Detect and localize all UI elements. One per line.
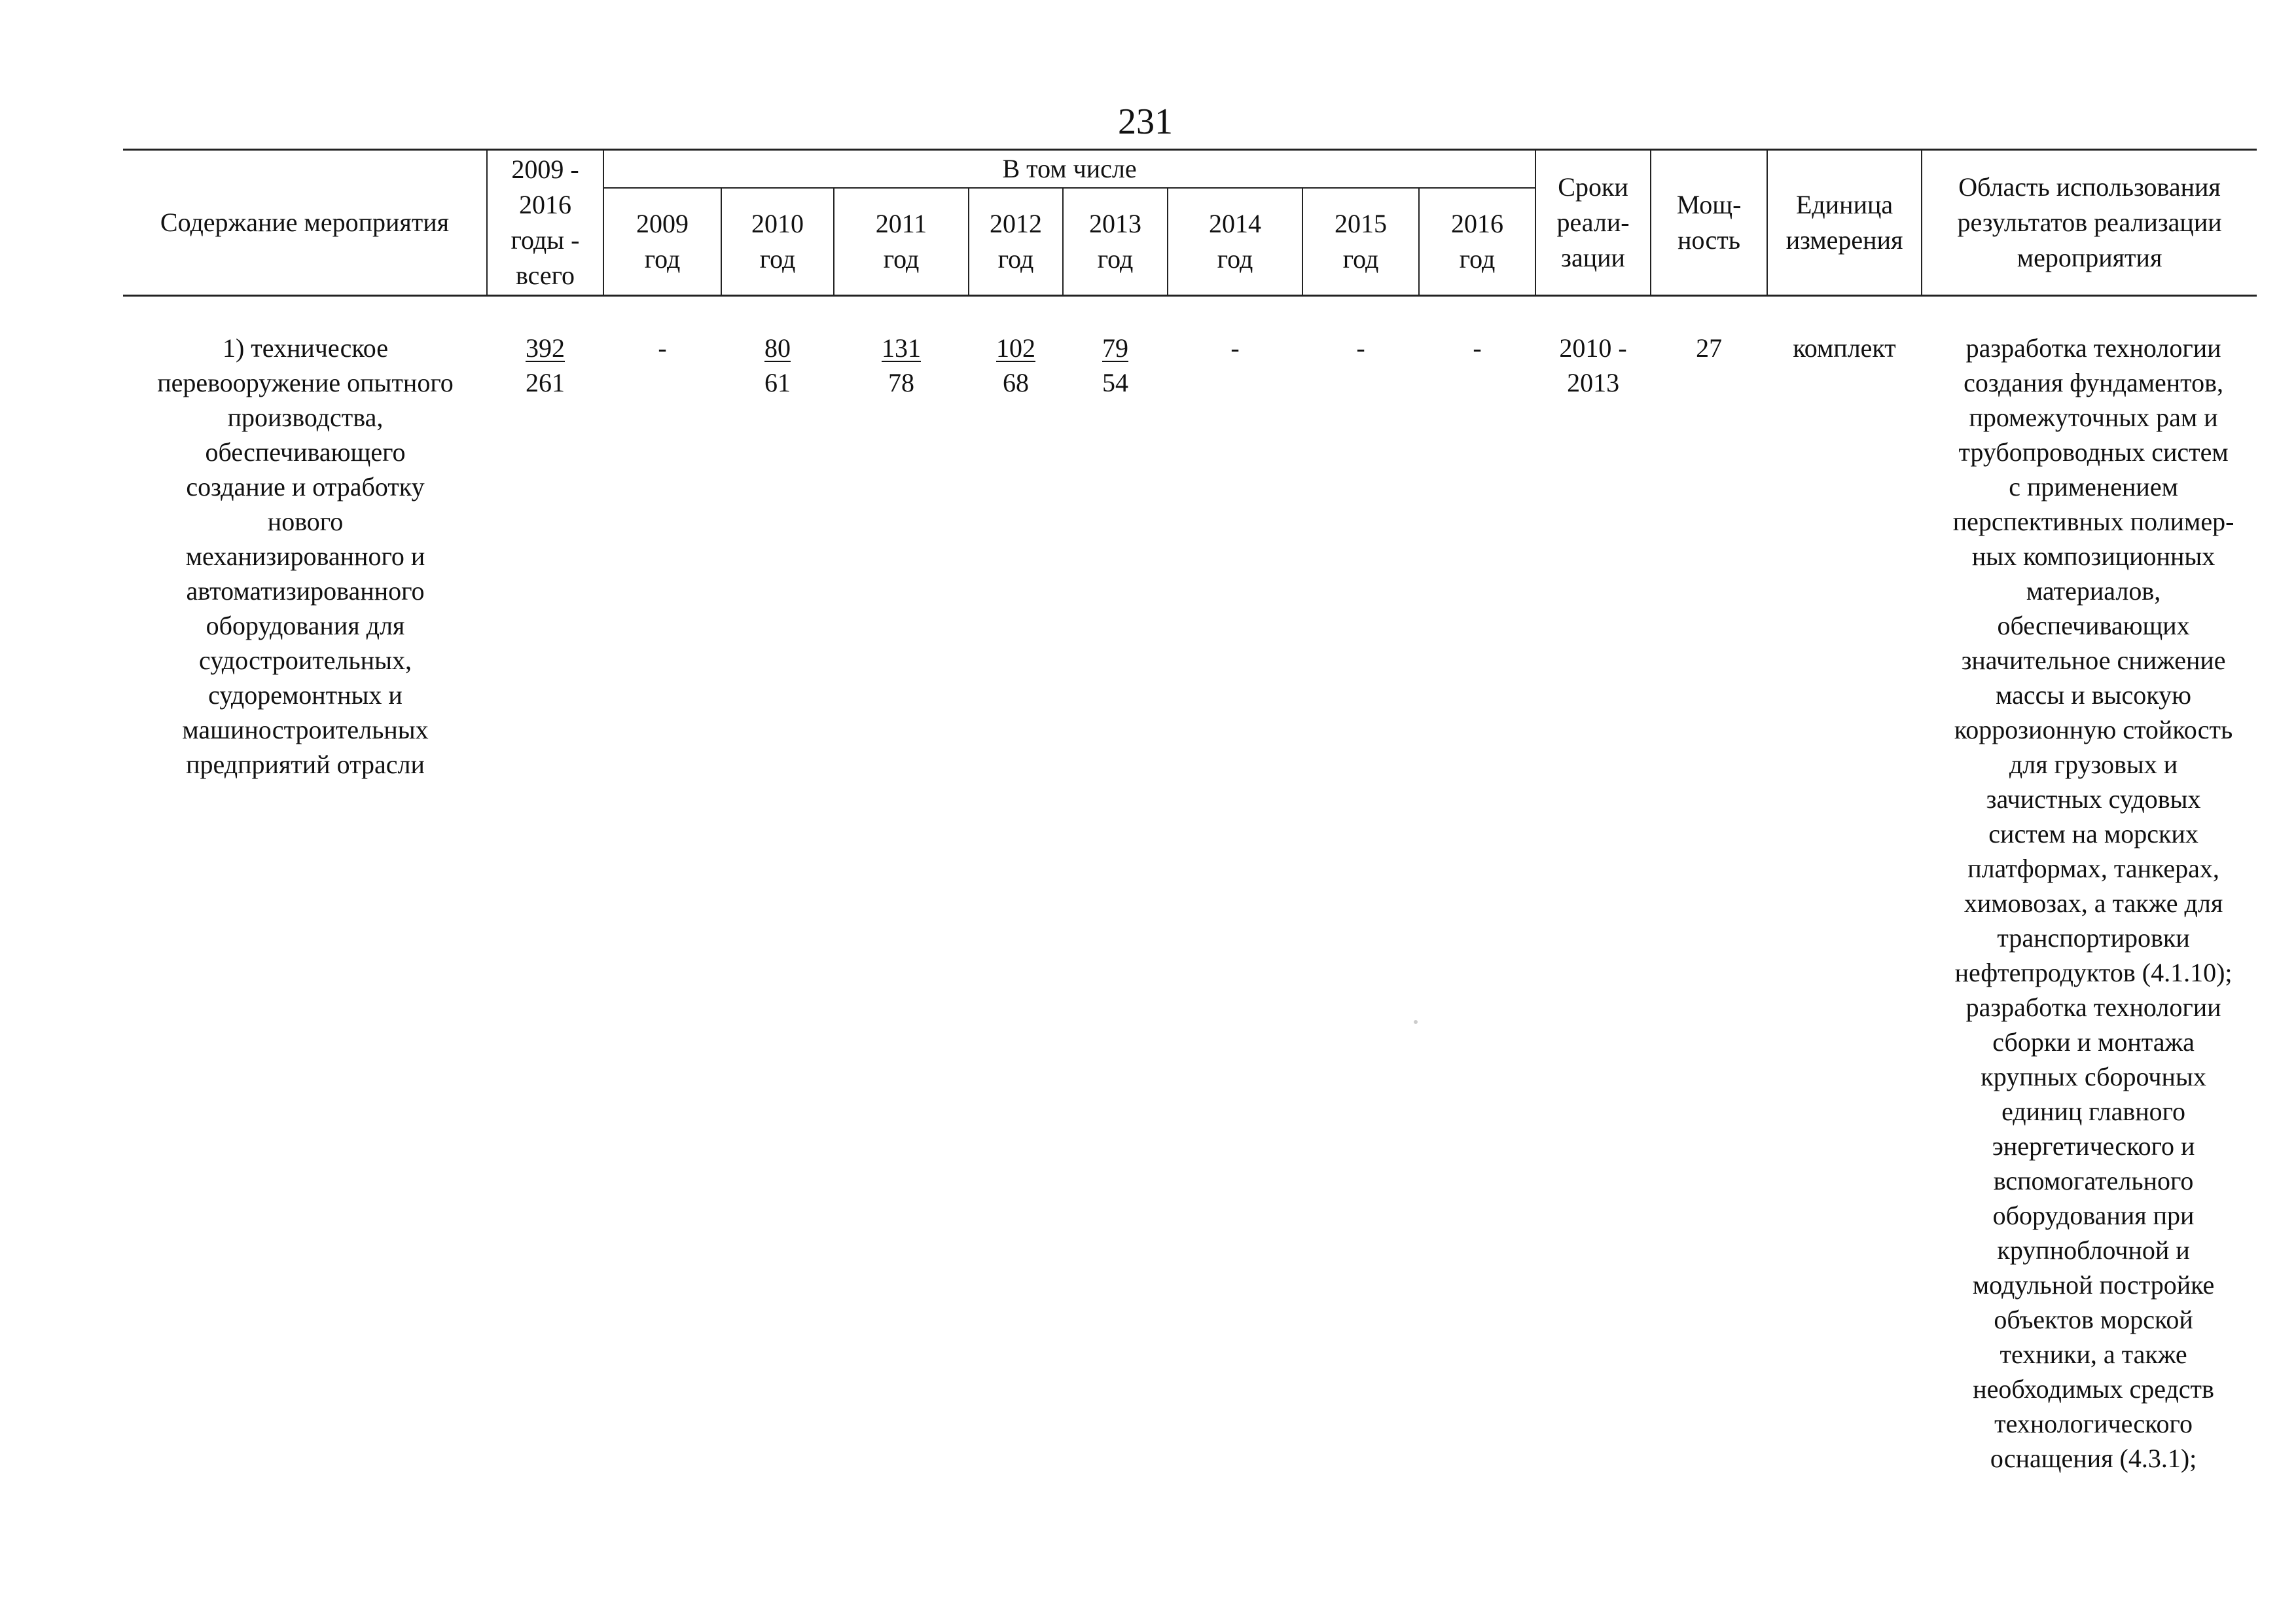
header-unit: Единица измерения	[1767, 150, 1922, 296]
cell-unit: комплект	[1793, 333, 1896, 363]
cell-capacity: 27	[1696, 333, 1723, 363]
header-year-2011: 2011 год	[834, 188, 969, 296]
header-year-2010: 2010 год	[721, 188, 834, 296]
header-area: Область использования результатов реализации мероприятия	[1922, 150, 2257, 296]
cell-2009: -	[658, 333, 667, 363]
cell-terms: 2010 - 2013	[1559, 333, 1627, 397]
header-year-2014: 2014 год	[1168, 188, 1302, 296]
header-year-2016: 2016 год	[1419, 188, 1535, 296]
table-row	[123, 296, 2257, 1477]
scan-speck	[1414, 1020, 1418, 1024]
cell-2010: 80 61	[764, 333, 791, 397]
header-year-2009: 2009 год	[603, 188, 721, 296]
row-content: 1) техническое перевооружение опытного производства, обеспечивающего создание и отработку нового механизированного и автоматизированного оборудования для судостроительных, судоремонтных и машиностроительных предприятий отрасли	[157, 333, 454, 779]
header-year-2013: 2013 год	[1063, 188, 1168, 296]
header-year-2015: 2015 год	[1302, 188, 1419, 296]
cell-area: разработка технологии создания фундаментов, промежуточных рам и трубопроводных систем с применением перспективных полимер- ных композиционных материалов, обеспечивающих значительное снижение массы и высокую коррозионную стойкость для грузовых и зачистных судовых систем на морских платформах, танкерах, химовозах, а также для транспортировки нефтепродуктов (4.1.10); разработка технологии сборки и монтажа крупных сборочных единиц главного энергетического и вспомогательного оборудования при крупноблочной и модульной постройке объектов морской техники, а также необходимых средств технологического оснащения (4.3.1);	[1952, 333, 2234, 1473]
cell-2011: 131 78	[882, 333, 921, 397]
cell-2016: -	[1473, 333, 1482, 363]
header-year-2012: 2012 год	[969, 188, 1063, 296]
cell-total: 392 261	[526, 333, 565, 397]
cell-2015: -	[1356, 333, 1365, 363]
header-terms: Сроки реали- зации	[1535, 150, 1651, 296]
header-including: В том числе	[603, 150, 1535, 189]
cell-2012: 102 68	[996, 333, 1035, 397]
cell-2014: -	[1230, 333, 1240, 363]
header-content: Содержание мероприятия	[123, 150, 487, 296]
measures-table	[123, 149, 2257, 1476]
header-capacity: Мощ- ность	[1651, 150, 1767, 296]
page-number: 231	[1118, 101, 1173, 142]
cell-2013: 79 54	[1102, 333, 1128, 397]
header-total: 2009 - 2016 годы - всего	[487, 150, 603, 296]
